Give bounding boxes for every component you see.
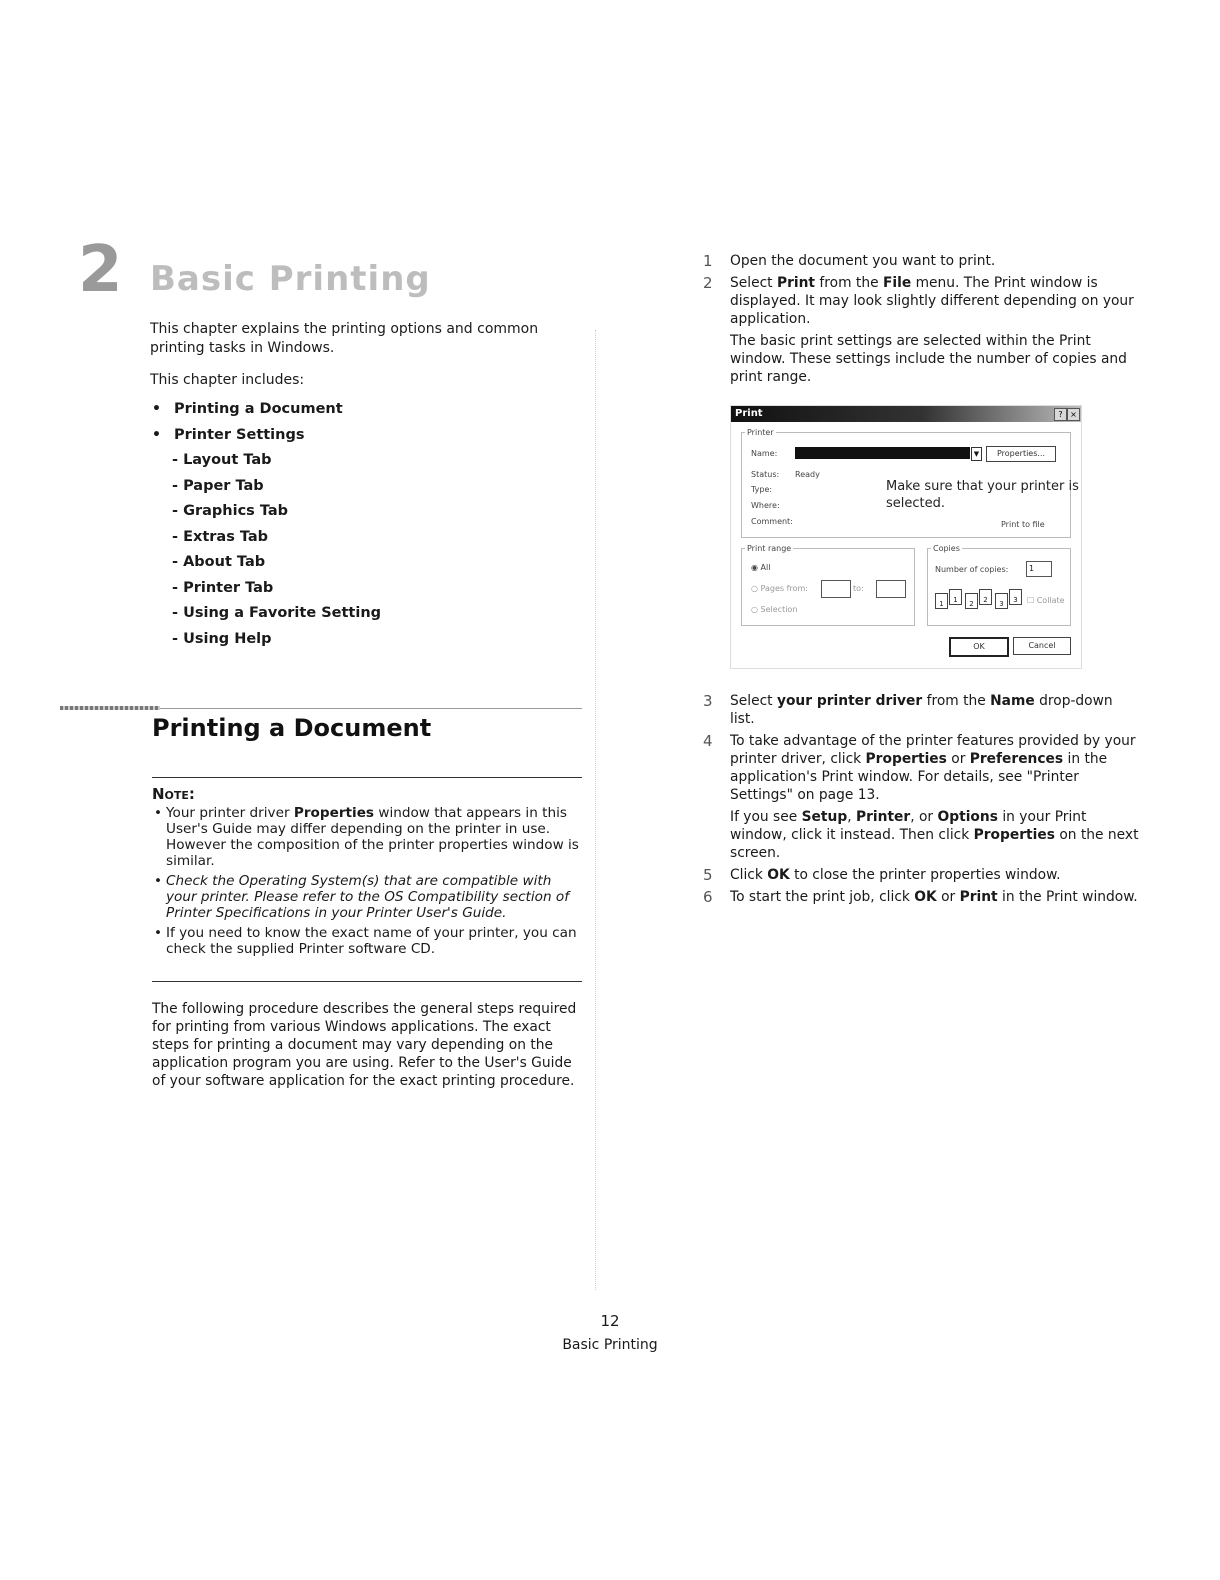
note-list xyxy=(152,805,582,961)
procedure-paragraph: The following procedure describes the general steps required for printing from various Windows applications. The exact steps for printing a document may vary depending on the application program you are using. Refer to the User's Guide of your software application for the exact printing procedure. xyxy=(152,1001,577,1089)
toc-item[interactable]: • Printer Settings xyxy=(152,423,381,449)
collate-page-icon: 2 xyxy=(979,589,992,605)
cancel-button[interactable]: Cancel xyxy=(1013,637,1071,655)
print-range-label: Print range xyxy=(747,544,792,553)
note-rule-top xyxy=(152,777,582,778)
note-item: • Check the Operating System(s) that are compatible with your printer. Please refer to the OS Compatibility section of Printer Specifications in your Printer User's Guide. xyxy=(152,873,582,921)
step-5: 5 Click OK to close the printer properties window. xyxy=(703,866,1061,884)
callout-text: Make sure that your printer is selected. xyxy=(886,479,1079,511)
note-label: Note: xyxy=(152,785,195,803)
footer-title: Basic Printing xyxy=(562,1337,658,1353)
chapter-number: 2 xyxy=(78,233,121,307)
range-selection-radio[interactable]: ○ Selection xyxy=(751,605,798,614)
toc-subitem[interactable]: - Printer Tab xyxy=(172,579,274,596)
step-6: 6 To start the print job, click OK or Print in the Print window. xyxy=(703,888,1138,906)
toc-subitem[interactable]: - Graphics Tab xyxy=(172,503,289,519)
collate-page-icon: 3 xyxy=(1009,589,1022,605)
properties-button[interactable]: Properties... xyxy=(986,446,1056,462)
chapter-toc xyxy=(152,397,381,652)
step-3: 3 Select your printer driver from the Name drop-down list. xyxy=(703,692,1113,727)
toc-subitem[interactable]: - Paper Tab xyxy=(172,477,264,494)
copies-group xyxy=(927,548,1071,626)
ok-button[interactable]: OK xyxy=(949,637,1009,657)
printer-name-field[interactable] xyxy=(795,447,970,459)
note-item: • If you need to know the exact name of your printer, you can check the supplied Printer software CD. xyxy=(152,925,582,957)
dialog-titlebar: Print ? × xyxy=(731,406,1081,422)
chapter-intro: This chapter explains the printing options and common printing tasks in Windows. xyxy=(150,321,539,356)
close-icon[interactable]: × xyxy=(1067,408,1080,421)
toc-item[interactable]: • Printing a Document xyxy=(152,397,381,423)
name-label: Name: xyxy=(751,449,778,458)
status-label: Status: xyxy=(751,470,780,479)
toc-subitem[interactable]: - Using a Favorite Setting xyxy=(172,605,382,621)
collate-page-icon: 1 xyxy=(949,589,962,605)
print-to-file-checkbox[interactable]: Print to file xyxy=(1001,520,1045,529)
section-bar xyxy=(60,706,160,710)
collate-page-icon: 2 xyxy=(965,593,978,609)
page-number: 12 xyxy=(600,1312,620,1330)
collate-checkbox[interactable]: ☐ Collate xyxy=(1027,596,1065,605)
steps-top xyxy=(700,252,1140,390)
section-rule xyxy=(160,708,582,709)
print-dialog-screenshot xyxy=(730,405,1082,669)
range-to-field[interactable] xyxy=(876,580,906,598)
range-pages-radio[interactable]: ○ Pages from: xyxy=(751,584,808,593)
where-label: Where: xyxy=(751,501,780,510)
toc-subitem[interactable]: - Using Help xyxy=(172,630,272,647)
step-number: 4 xyxy=(703,732,713,750)
step-number: 1 xyxy=(703,252,713,270)
note-rule-bottom xyxy=(152,981,582,982)
step-number: 6 xyxy=(703,888,713,906)
step-2: 2 Select Print from the File menu. The Print window is displayed. It may look slightly different depending on your application. The basic print settings are selected within the Print window. These settings include the number of copies and print range. xyxy=(703,274,1134,385)
step-1: 1 Open the document you want to print. xyxy=(703,252,996,270)
step-number: 5 xyxy=(703,866,713,884)
copies-group-label: Copies xyxy=(933,544,960,553)
range-all-radio[interactable]: ◉ All xyxy=(751,563,771,572)
toc-subitem[interactable]: - Extras Tab xyxy=(172,528,269,545)
step-number: 3 xyxy=(703,692,713,710)
type-label: Type: xyxy=(751,485,773,494)
collate-page-icon: 3 xyxy=(995,593,1008,609)
copies-label: Number of copies: xyxy=(935,565,1009,574)
note-item: • Your printer driver Properties window that appears in this User's Guide may differ depending on the printer in use. However the composition of the printer properties window is similar. xyxy=(152,805,582,869)
collate-page-icon: 1 xyxy=(935,593,948,609)
range-from-field[interactable] xyxy=(821,580,851,598)
help-icon[interactable]: ? xyxy=(1054,408,1067,421)
steps-bottom xyxy=(700,692,1140,910)
range-to-label: to: xyxy=(853,584,864,593)
comment-label: Comment: xyxy=(751,517,793,526)
includes-label: This chapter includes: xyxy=(150,372,305,388)
step-4: 4 To take advantage of the printer features provided by your printer driver, click Properties or Preferences in the application's Print window. For details, see "Printer Settings" on page 13. If you see Setup, Printer, or Options in your Print window, click it instead. Then click Properties on the next screen. xyxy=(703,732,1139,861)
toc-subitem[interactable]: - About Tab xyxy=(172,554,266,570)
status-value: Ready xyxy=(795,470,820,479)
printer-group-label: Printer xyxy=(747,428,774,437)
toc-subitem[interactable]: - Layout Tab xyxy=(172,452,272,468)
section-title: Printing a Document xyxy=(152,714,432,742)
chapter-title: Basic Printing xyxy=(150,259,431,299)
column-divider xyxy=(595,330,596,1290)
step-number: 2 xyxy=(703,274,713,292)
copies-field[interactable]: 1 xyxy=(1026,561,1052,577)
chevron-down-icon[interactable]: ▼ xyxy=(971,447,982,461)
